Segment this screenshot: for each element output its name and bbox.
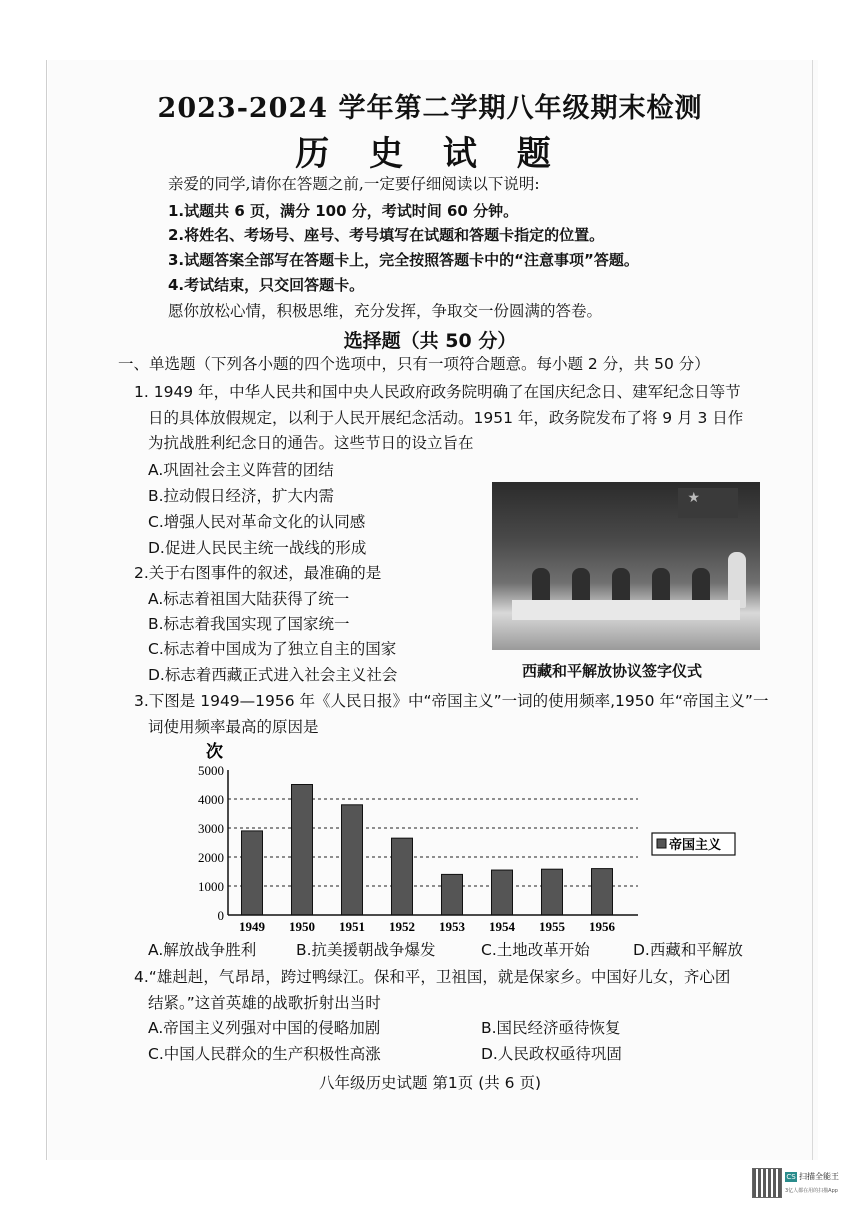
q4-line-2: 结紧。”这首英雄的战歌折射出当时 <box>148 994 381 1012</box>
instruction-4: 4.考试结束，只交回答题卡。 <box>168 276 365 294</box>
q3-option-d: D.西藏和平解放 <box>633 941 743 959</box>
y-tick-label: 2000 <box>198 850 224 865</box>
y-tick-label: 1000 <box>198 879 224 894</box>
instruction-wish: 愿你放松心情，积极思维，充分发挥，争取交一份圆满的答卷。 <box>168 302 603 320</box>
q4-line-1: 4.“雄赳赳，气昂昂，跨过鸭绿江。保和平，卫祖国，就是保家乡。中国好儿女，齐心团 <box>134 968 731 986</box>
q4-option-c: C.中国人民群众的生产积极性高涨 <box>148 1045 381 1063</box>
bar-1950 <box>292 785 313 916</box>
page-footer: 八年级历史试题 第1页 (共 6 页) <box>318 1074 542 1092</box>
qr-code-icon <box>752 1168 782 1198</box>
x-tick-label: 1951 <box>339 919 365 934</box>
legend-swatch <box>657 839 666 848</box>
y-tick-label: 4000 <box>198 792 224 807</box>
bar-1954 <box>492 870 513 915</box>
q1-option-c: C.增强人民对革命文化的认同感 <box>148 513 366 531</box>
q2-option-a: A.标志着祖国大陆获得了统一 <box>148 590 350 608</box>
chart-legend <box>652 833 735 855</box>
bar-1955 <box>542 869 563 915</box>
q1-line-1: 1. 1949 年，中华人民共和国中央人民政府政务院明确了在国庆纪念日、建军纪念日等节 <box>134 383 741 401</box>
exam-subject: 历 史 试 题 <box>295 134 565 174</box>
q4-option-b: B.国民经济亟待恢复 <box>481 1019 621 1037</box>
q2-option-b: B.标志着我国实现了国家统一 <box>148 615 350 633</box>
exam-title: 2023-2024 学年第二学期八年级期末检测 <box>157 93 703 124</box>
q3-option-b: B.抗美援朝战争爆发 <box>296 941 436 959</box>
bar-1952 <box>392 838 413 915</box>
camscanner-name: 扫描全能王 <box>799 1172 839 1181</box>
x-tick-label: 1953 <box>439 919 465 934</box>
q2-option-c: C.标志着中国成为了独立自主的国家 <box>148 640 397 658</box>
q3-option-c: C.土地改革开始 <box>481 941 590 959</box>
legend-label: 帝国主义 <box>669 837 722 852</box>
q3-line-2: 词使用频率最高的原因是 <box>148 718 319 736</box>
q1-option-a: A.巩固社会主义阵营的团结 <box>148 461 334 479</box>
q1-option-b: B.拉动假日经济，扩大内需 <box>148 487 335 505</box>
signing-ceremony-photo <box>492 482 760 650</box>
x-tick-label: 1949 <box>239 919 265 934</box>
instruction-2: 2.将姓名、考场号、座号、考号填写在试题和答题卡指定的位置。 <box>168 226 605 244</box>
bar-1956 <box>592 869 613 915</box>
signing-table <box>512 600 740 620</box>
q4-option-a: A.帝国主义列强对中国的侵略加剧 <box>148 1019 381 1037</box>
bar-1951 <box>342 805 363 915</box>
bar-chart <box>188 740 748 935</box>
y-tick-label: 5000 <box>198 763 224 778</box>
page-edge-right <box>812 60 813 1160</box>
instruction-3: 3.试题答案全部写在答题卡上，完全按照答题卡中的“注意事项”答题。 <box>168 251 639 269</box>
q4-option-d: D.人民政权亟待巩固 <box>481 1045 622 1063</box>
bar-1953 <box>442 874 463 915</box>
page-edge-left <box>46 60 47 1160</box>
x-tick-label: 1955 <box>539 919 565 934</box>
q1-line-2: 日的具体放假规定，以利于人民开展纪念活动。1951 年，政务院发布了将 9 月 3 日作 <box>148 409 744 427</box>
q1-line-3: 为抗战胜利纪念日的通告。这些节日的设立旨在 <box>148 434 474 452</box>
section-heading: 一、单选题（下列各小题的四个选项中，只有一项符合题意。每小题 2 分，共 50 分） <box>118 355 710 373</box>
q2-stem: 2.关于右图事件的叙述，最准确的是 <box>134 564 382 582</box>
q3-line-1: 3.下图是 1949—1956 年《人民日报》中“帝国主义”一词的使用频率,1950 年“帝国主义”一 <box>134 692 769 710</box>
grid-lines <box>228 799 638 886</box>
camscanner-slogan: 3亿人都在用的扫描App <box>785 1188 838 1194</box>
x-axis-ticks <box>239 919 616 934</box>
x-tick-label: 1952 <box>389 919 415 934</box>
y-tick-label: 3000 <box>198 821 224 836</box>
q3-option-a: A.解放战争胜利 <box>148 941 257 959</box>
instruction-intro: 亲爱的同学,请你在答题之前,一定要仔细阅读以下说明: <box>168 175 540 193</box>
photo-caption: 西藏和平解放协议签字仪式 <box>522 662 703 680</box>
instruction-1: 1.试题共 6 页，满分 100 分，考试时间 60 分钟。 <box>168 202 519 220</box>
x-tick-label: 1950 <box>289 919 315 934</box>
bars <box>242 785 613 916</box>
bar-1949 <box>242 831 263 915</box>
x-tick-label: 1956 <box>589 919 615 934</box>
section-title: 选择题（共 50 分） <box>343 330 517 352</box>
camscanner-logo: CS <box>786 1173 796 1181</box>
q1-option-d: D.促进人民民主统一战线的形成 <box>148 539 367 557</box>
y-tick-label: 0 <box>217 908 224 923</box>
star-icon: ★ <box>687 490 700 506</box>
x-tick-label: 1954 <box>489 919 515 934</box>
q2-option-d: D.标志着西藏正式进入社会主义社会 <box>148 666 398 684</box>
y-axis-label: 次 <box>206 742 223 761</box>
y-axis-ticks <box>198 763 224 923</box>
